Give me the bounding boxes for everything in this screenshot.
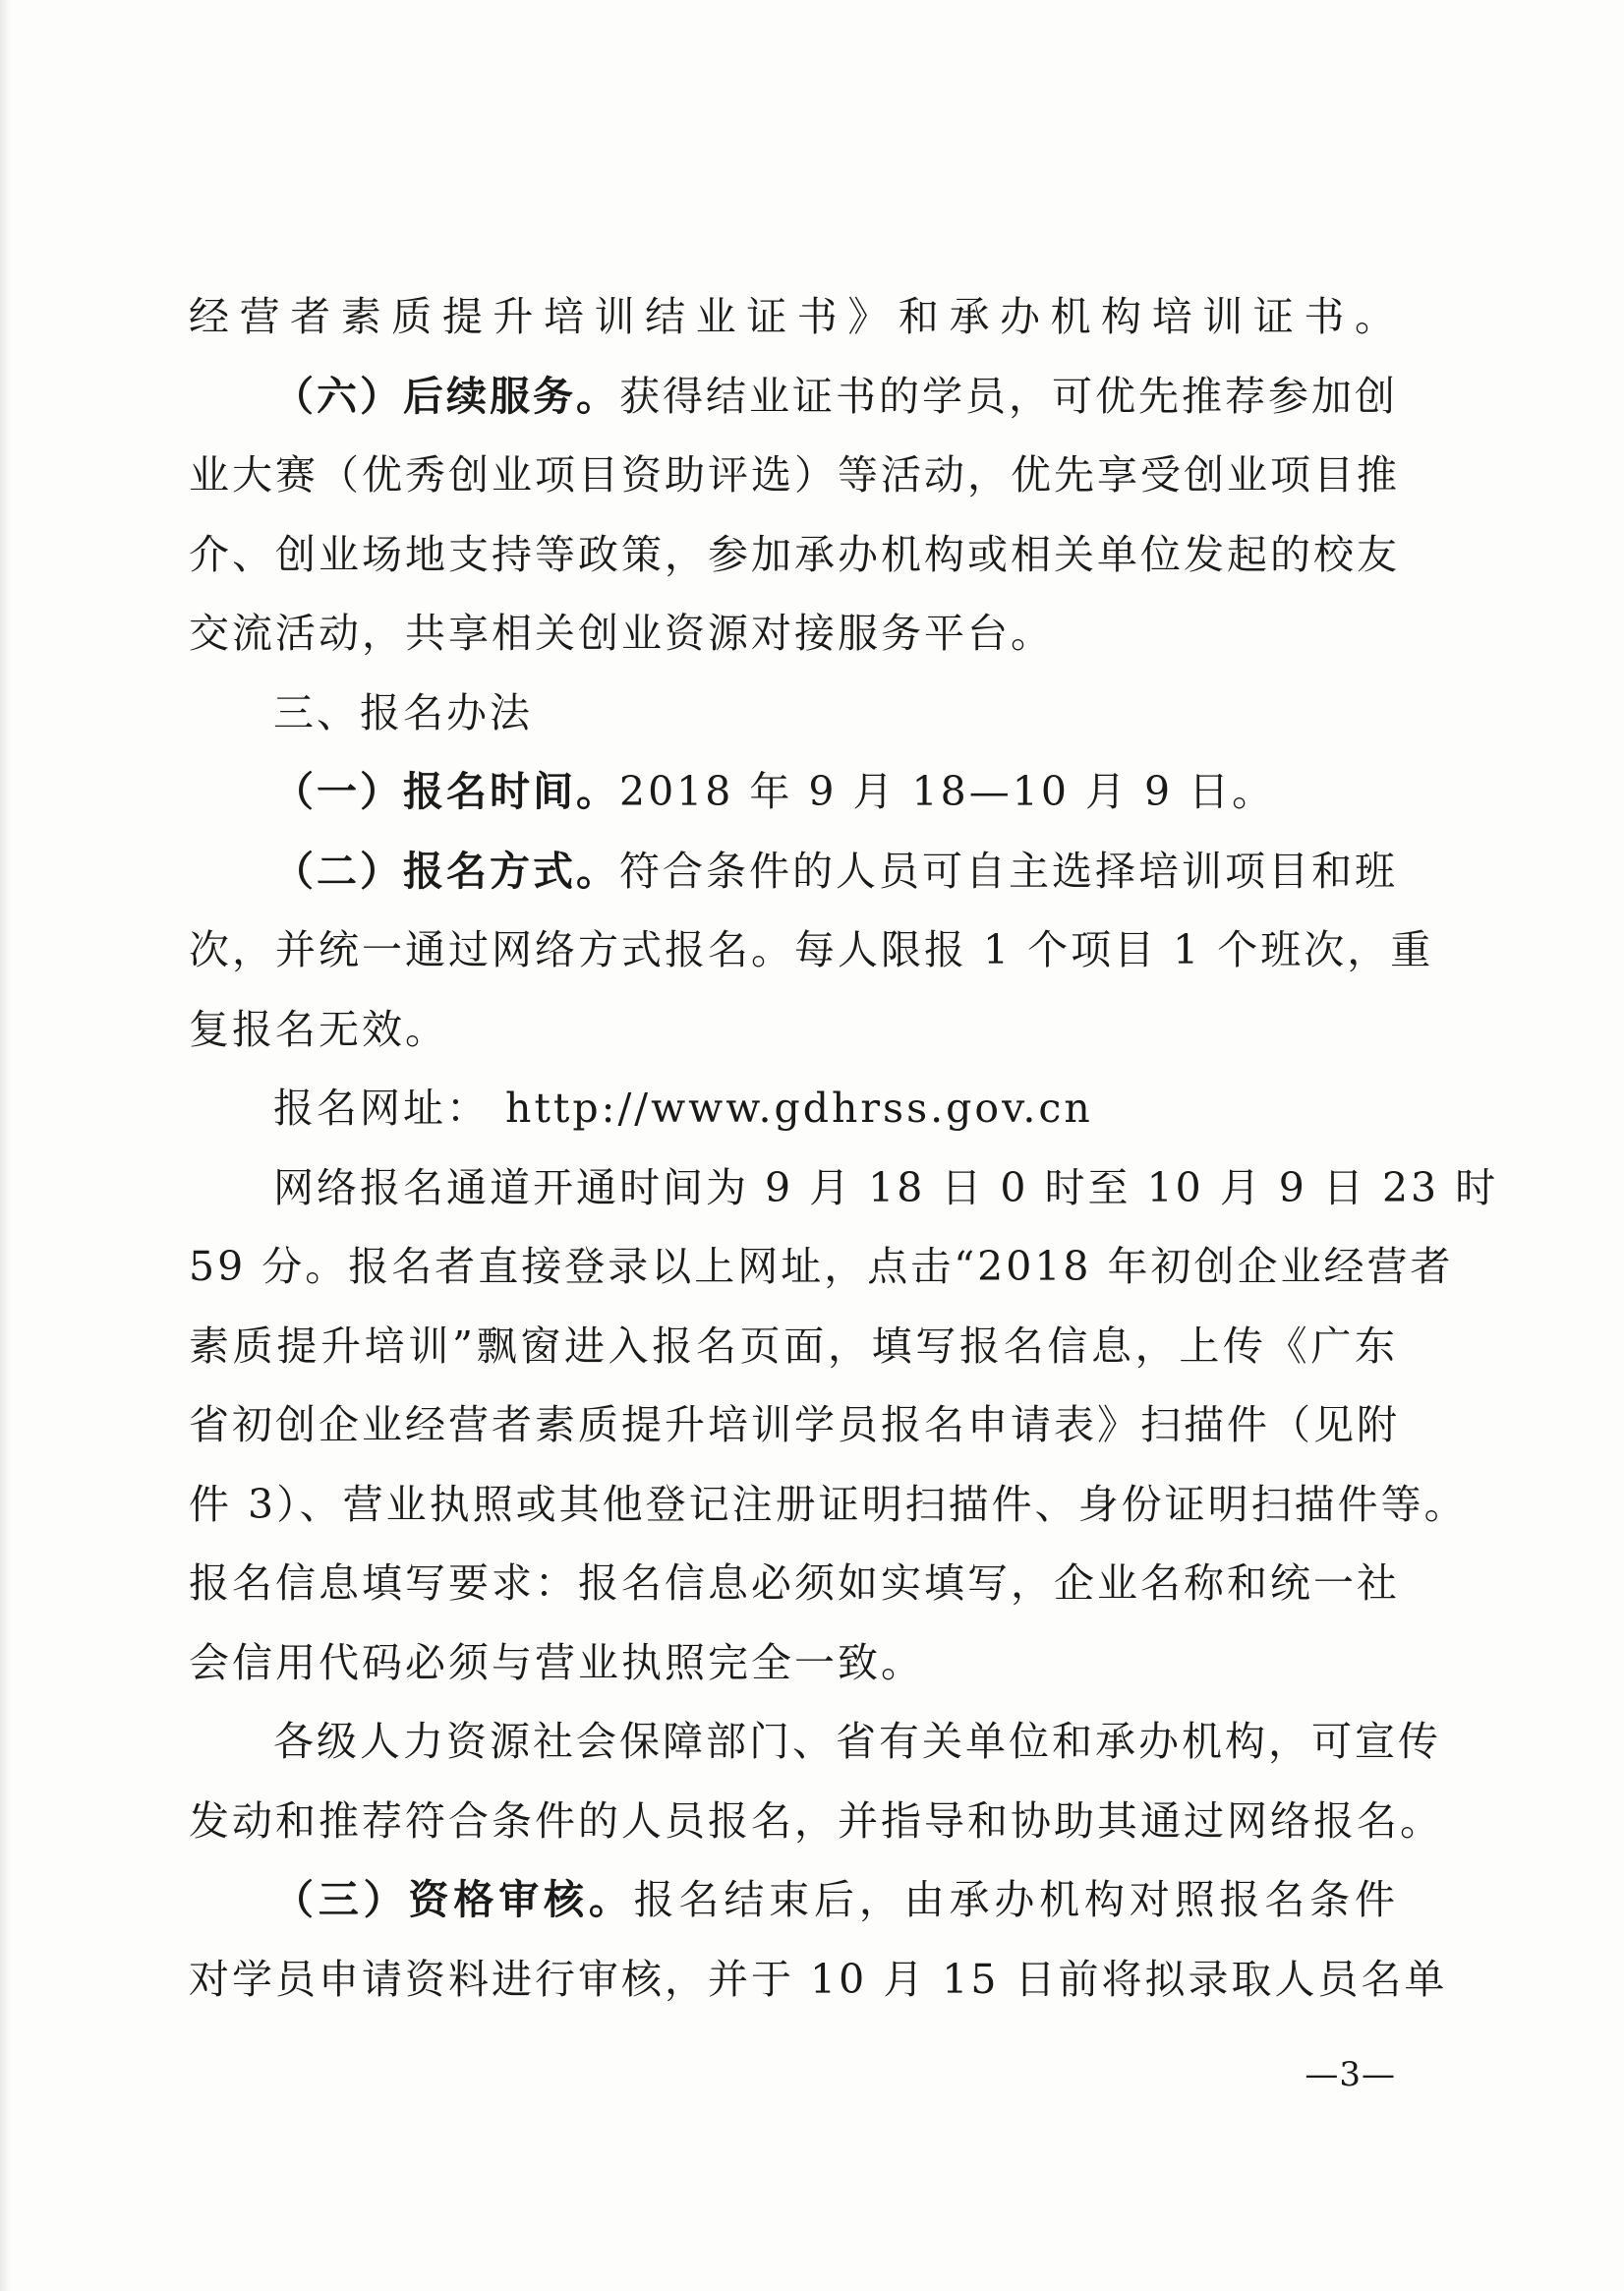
text-line-application-form: 省初创企业经营者素质提升培训学员报名申请表》扫描件（见附 — [189, 1401, 1400, 1448]
text-line-credit-code: 会信用代码必须与营业执照完全一致。 — [189, 1638, 924, 1686]
text-line-follow-up-service — [189, 357, 1398, 437]
text-line-registration-method — [189, 832, 1398, 911]
text-line-fill-requirements: 报名信息填写要求：报名信息必须如实填写，企业名称和统一社 — [189, 1559, 1400, 1607]
text-line-follow-up-service-body: 获得结业证书的学员，可优先推荐参加创 — [619, 372, 1398, 420]
section-lead-registration-method: （二）报名方式。 — [273, 847, 619, 895]
text-line-certificate: 经营者素质提升培训结业证书》和承办机构培训证书。 — [189, 293, 1398, 340]
section-lead-registration-time: （一）报名时间。 — [273, 768, 619, 815]
text-line-qualification-review-body: 报名结束后，由承办机构对照报名条件 — [633, 1876, 1399, 1923]
section-lead-qualification-review: （三）资格审核。 — [273, 1876, 634, 1923]
text-line-venue-support: 介、创业场地支持等政策，参加承办机构或相关单位发起的校友 — [189, 530, 1400, 578]
text-line-admission-list: 对学员申请资料进行审核，并于 10 月 15 日前将拟录取人员名单 — [189, 1955, 1448, 2003]
text-line-one-project-limit: 次，并统一通过网络方式报名。每人限报 1 个项目 1 个班次，重 — [189, 926, 1434, 973]
text-line-login-instructions: 59 分。报名者直接登录以上网址，点击“2018 年初创企业经营者 — [189, 1243, 1454, 1290]
text-line-popup-upload: 素质提升培训”飘窗进入报名页面，填写报名信息，上传《广东 — [189, 1322, 1398, 1370]
text-line-registration-time — [189, 752, 1398, 832]
text-line-startup-contest: 业大赛（优秀创业项目资助评选）等活动，优先享受创业项目推 — [189, 451, 1400, 499]
page-number: —3— — [1305, 2055, 1396, 2094]
text-line-registration-method-body: 符合条件的人员可自主选择培训项目和班 — [619, 847, 1398, 895]
text-line-registration-time-body: 2018 年 9 月 18—10 月 9 日。 — [619, 768, 1276, 815]
section-lead-follow-up-service: （六）后续服务。 — [273, 372, 619, 420]
text-line-guide-registration: 发动和推荐符合条件的人员报名，并指导和协助其通过网络报名。 — [189, 1796, 1443, 1845]
text-line-duplicate-invalid: 复报名无效。 — [189, 1005, 448, 1053]
text-line-channel-open-time: 网络报名通道开通时间为 9 月 18 日 0 时至 10 月 9 日 23 时 — [273, 1163, 1499, 1211]
section-heading-registration: 三、报名办法 — [273, 688, 533, 736]
text-line-departments-promote: 各级人力资源社会保障部门、省有关单位和承办机构，可宣传 — [273, 1718, 1441, 1765]
document-body — [189, 277, 1499, 2019]
text-line-qualification-review — [189, 1860, 1398, 1940]
scan-edge-shadow — [0, 0, 10, 2291]
text-line-registration-url: 报名网址： http://www.gdhrss.gov.cn — [273, 1085, 1093, 1132]
text-line-resource-platform: 交流活动，共享相关创业资源对接服务平台。 — [189, 610, 1054, 657]
text-line-license-scan: 件 3）、营业执照或其他登记注册证明扫描件、身份证明扫描件等。 — [189, 1480, 1468, 1528]
